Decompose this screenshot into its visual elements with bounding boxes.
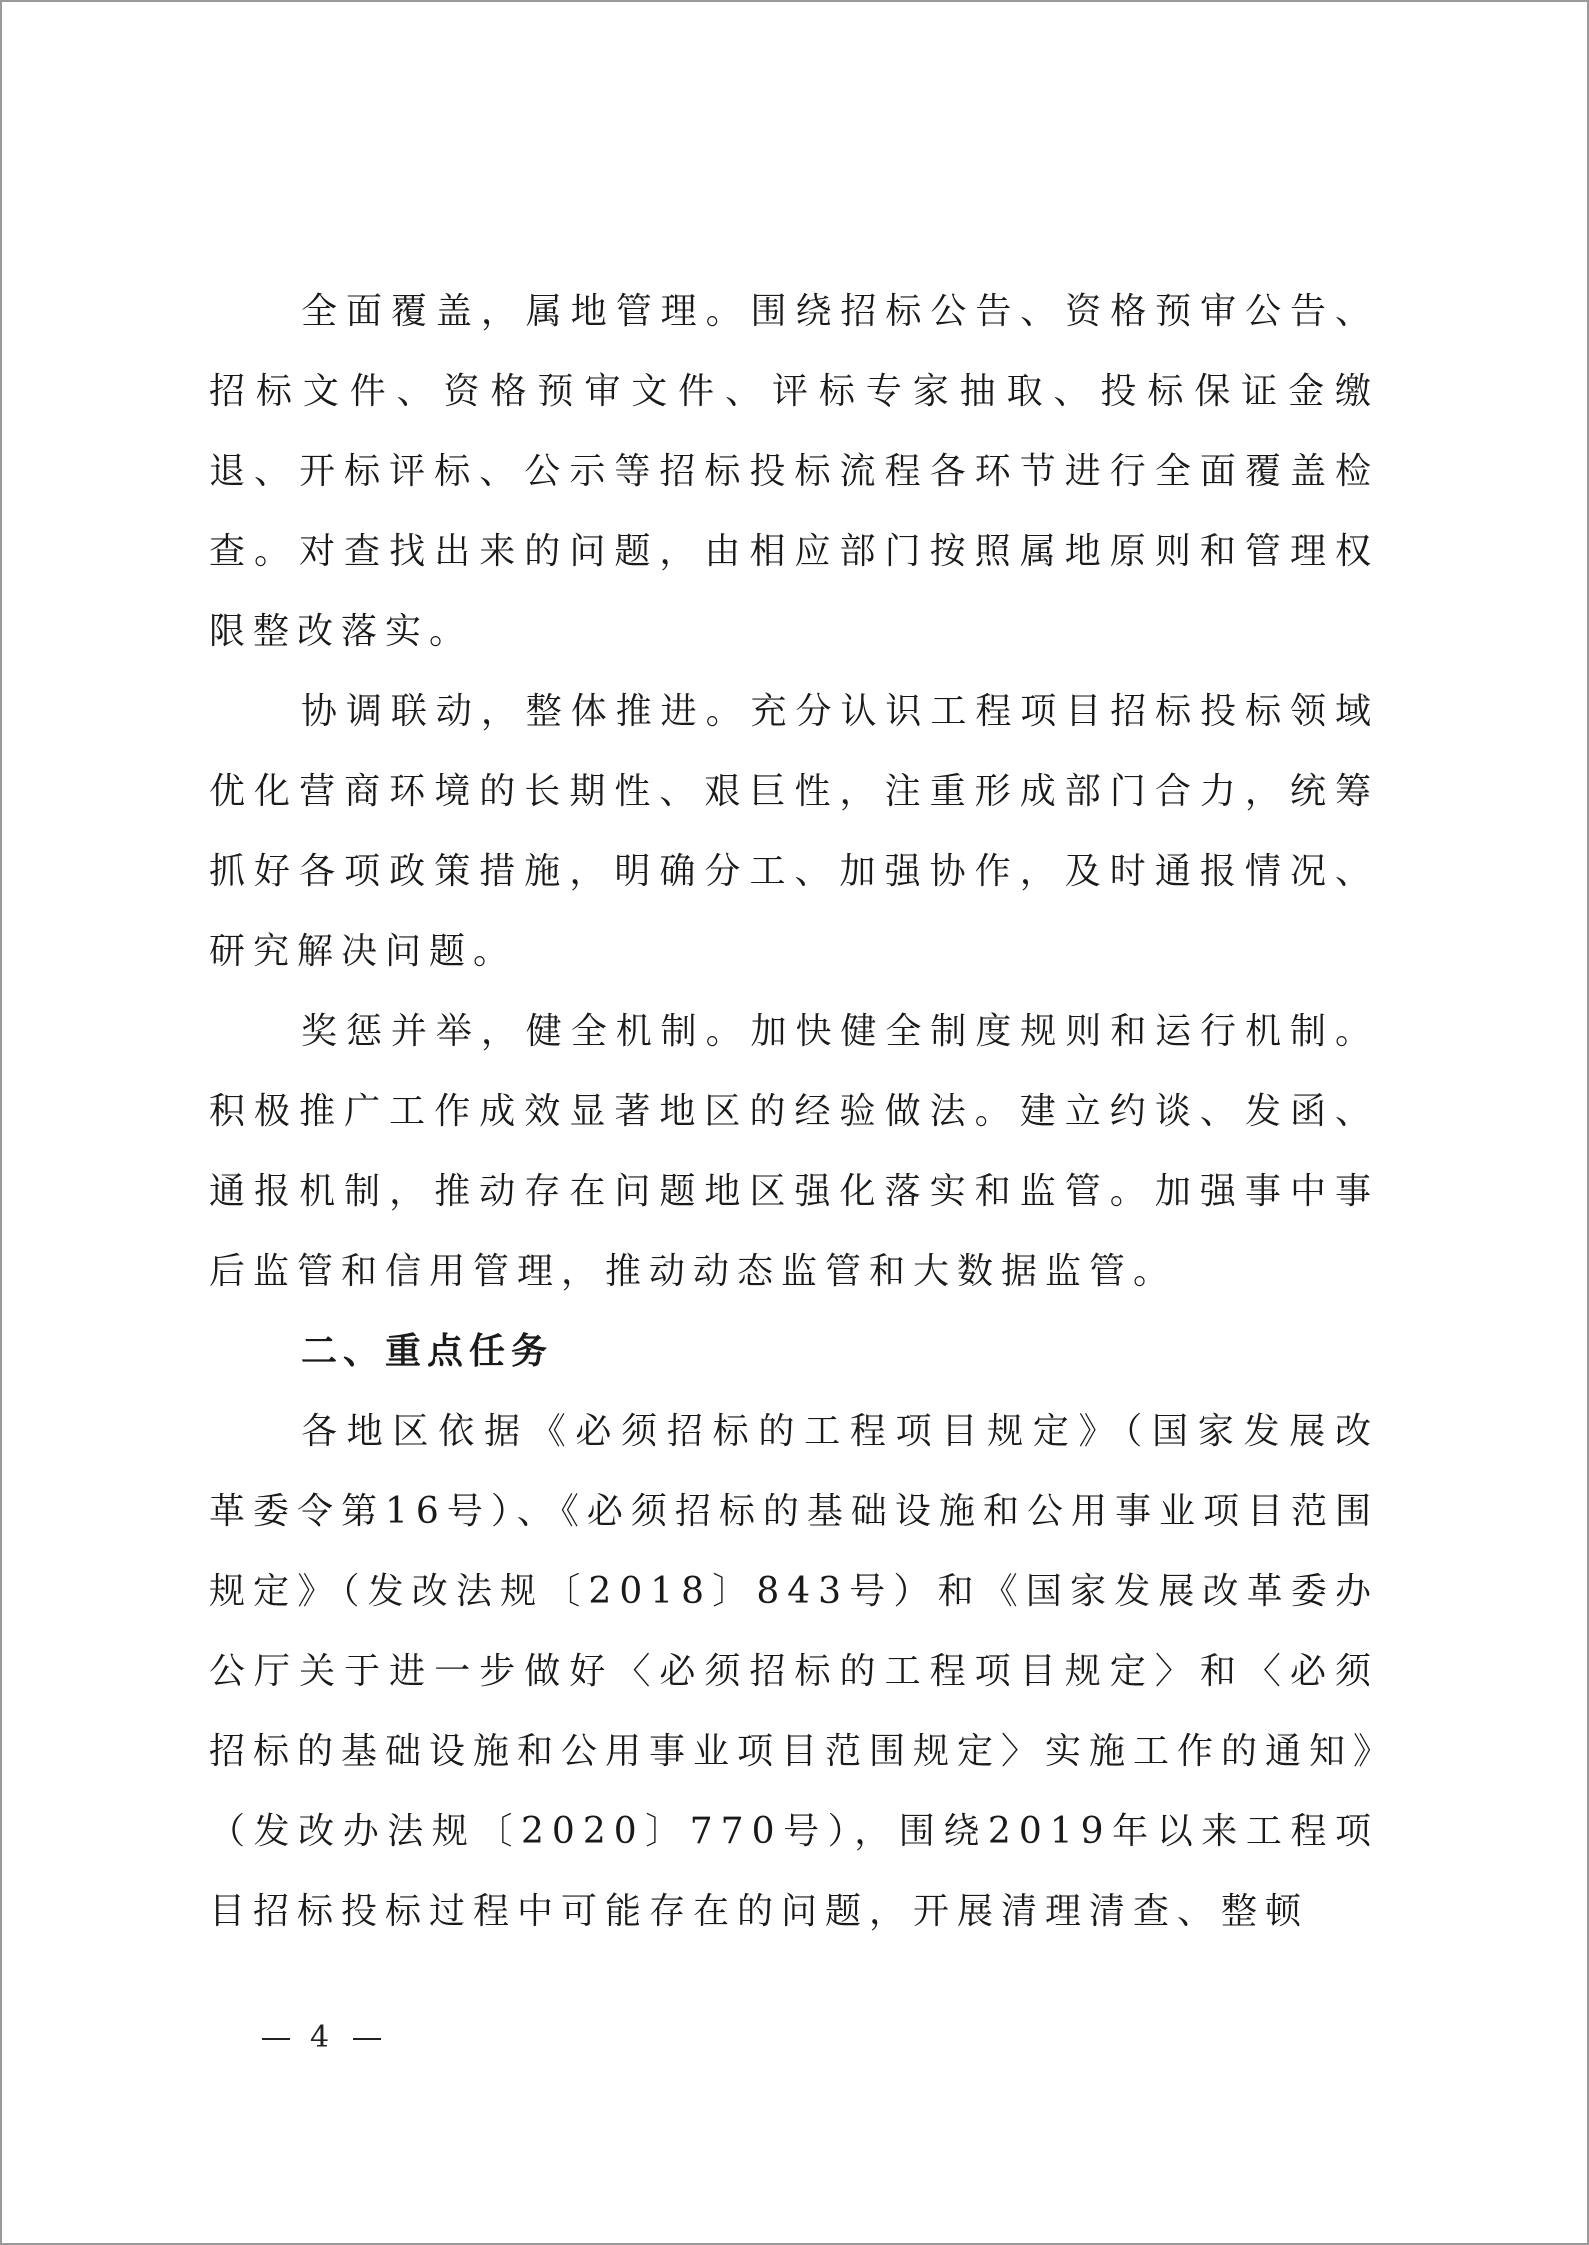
page-footer <box>242 2020 401 2055</box>
dash-right <box>353 2038 381 2040</box>
paragraph-key-tasks: 各地区依据《必须招标的工程项目规定》（国家发展改革委令第16号）、《必须招标的基础设施和公用事业项目范围规定》（发改法规〔2018〕843号）和《国家发展改革委办公厅关于进一步做好〈必须招标的工程项目规定〉和〈必须招标的基础设施和公用事业项目范围规定〉实施工作的通知》（发改办法规〔2020〕770号），围绕2019年以来工程项目招标投标过程中可能存在的问题，开展清理清查、整顿 <box>209 1411 1380 1932</box>
dash-left <box>262 2038 290 2040</box>
paragraph-coordination: 协调联动，整体推进。充分认识工程项目招标投标领域优化营商环境的长期性、艰巨性，注重形成部门合力，统筹抓好各项政策措施，明确分工、加强协作，及时通报情况、研究解决问题。 <box>209 691 1379 972</box>
document-body <box>209 272 1379 1952</box>
page-number: 4 <box>310 2020 334 2055</box>
paragraph-coverage: 全面覆盖，属地管理。围绕招标公告、资格预审公告、招标文件、资格预审文件、评标专家抽取、投标保证金缴退、开标评标、公示等招标投标流程各环节进行全面覆盖检查。对查找出来的问题，由相应部门按照属地原则和管理权限整改落实。 <box>209 291 1379 652</box>
paragraph-rewards-penalties: 奖惩并举，健全机制。加快健全制度规则和运行机制。积极推广工作成效显著地区的经验做法。建立约谈、发函、通报机制，推动存在问题地区强化落实和监管。加强事中事后监管和信用管理，推动动态监管和大数据监管。 <box>209 1011 1379 1292</box>
section-heading: 二、重点任务 <box>301 1331 554 1372</box>
